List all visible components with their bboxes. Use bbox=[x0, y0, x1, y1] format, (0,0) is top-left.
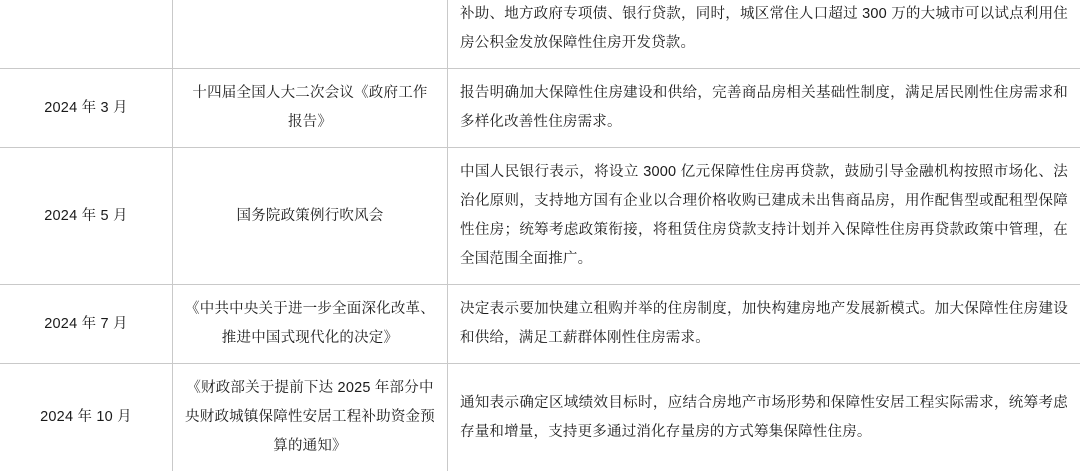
table-row bbox=[0, 0, 1080, 69]
table-row bbox=[0, 148, 1080, 285]
table-row bbox=[0, 285, 1080, 364]
cell-title: 《中共中央关于进一步全面深化改革、推进中国式现代化的决定》 bbox=[173, 285, 448, 364]
cell-title: 十四届全国人大二次会议《政府工作 报告》 bbox=[173, 69, 448, 148]
cell-title: 国务院政策例行吹风会 bbox=[173, 148, 448, 285]
cell-title bbox=[173, 0, 448, 69]
cell-date bbox=[0, 0, 173, 69]
cell-date: 2024 年 3 月 bbox=[0, 69, 173, 148]
table-row bbox=[0, 69, 1080, 148]
cell-date: 2024 年 7 月 bbox=[0, 285, 173, 364]
cell-body-text: 报告明确加大保障性住房建设和供给，完善商品房相关基础性制度，满足居民刚性住房需求和多样化改善性住房需求。 bbox=[460, 79, 1068, 137]
cell-date: 2024 年 5 月 bbox=[0, 148, 173, 285]
cell-body-text: 中国人民银行表示，将设立 3000 亿元保障性住房再贷款，鼓励引导金融机构按照市场化、法治化原则，支持地方国有企业以合理价格收购已建成未出售商品房，用作配售型或配租型保障性住房；统筹考虑政策衔接，将租赁住房贷款支持计划并入保障性住房再贷款政策中管理，在全国范围全面推广。 bbox=[460, 158, 1068, 274]
cell-body bbox=[448, 364, 1080, 471]
cell-title: 《财政部关于提前下达 2025 年部分中央财政城镇保障性安居工程补助资金预算的通知》 bbox=[173, 364, 448, 471]
cell-body-text: 通知表示确定区域绩效目标时，应结合房地产市场形势和保障性安居工程实际需求，统筹考虑存量和增量，支持更多通过消化存量房的方式筹集保障性住房。 bbox=[460, 389, 1068, 447]
cell-body-text: 决定表示要加快建立租购并举的住房制度，加快构建房地产发展新模式。加大保障性住房建设和供给，满足工薪群体刚性住房需求。 bbox=[460, 295, 1068, 353]
table-row bbox=[0, 364, 1080, 471]
cell-body bbox=[448, 0, 1080, 69]
cell-body bbox=[448, 285, 1080, 364]
cell-body-text: 补助、地方政府专项债、银行贷款，同时，城区常住人口超过 300 万的大城市可以试点利用住房公积金发放保障性住房开发贷款。 bbox=[460, 0, 1068, 58]
cell-date: 2024 年 10 月 bbox=[0, 364, 173, 471]
cell-body bbox=[448, 69, 1080, 148]
cell-body bbox=[448, 148, 1080, 285]
